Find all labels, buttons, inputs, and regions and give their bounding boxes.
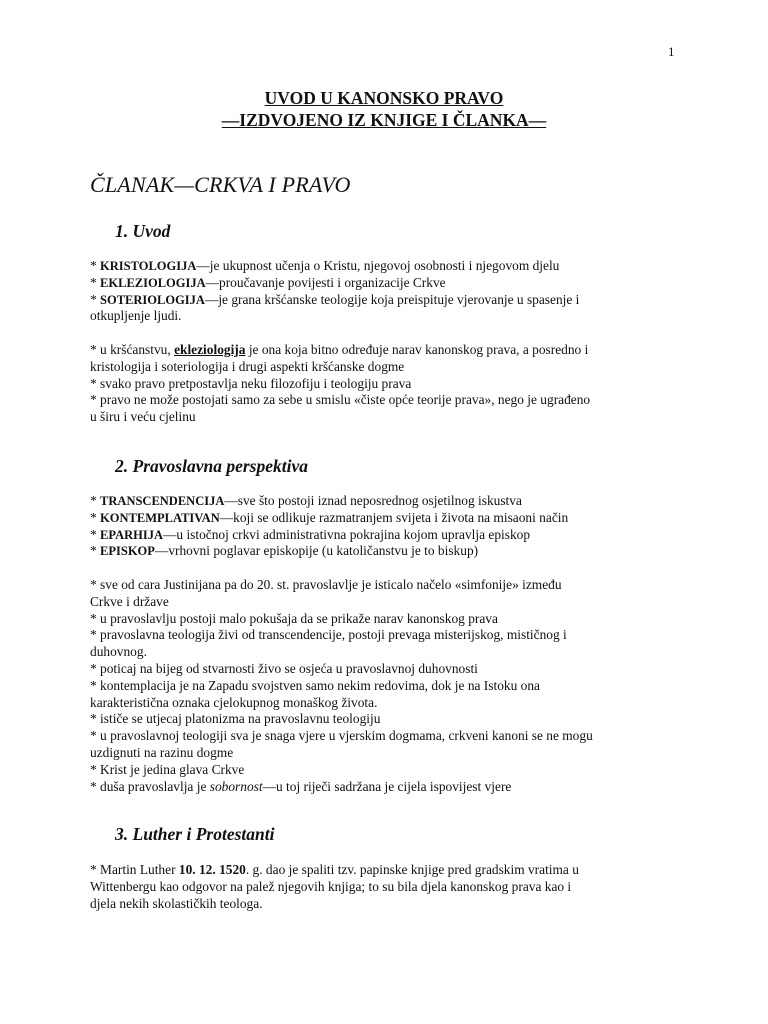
point-dogme-cont: uzdignuti na razinu dogme <box>90 744 234 760</box>
point-teorija-prava: * pravo ne može postojati samo za sebe u smislu «čiste opće teorije prava», nego je ugrađeno <box>90 392 591 408</box>
document-title: UVOD U KANONSKO PRAVO <box>264 88 504 108</box>
point-transcendencija-cont: duhovnog. <box>90 644 147 660</box>
point-luther-cont2: djela nekih skolastičkih teologa. <box>90 895 263 911</box>
point-dogme: * u pravoslavnoj teologiji sva je snaga vjere u vjerskim dogmama, crkveni kanoni se ne mogu <box>90 728 593 744</box>
point-platonizam: * ističe se utjecaj platonizma na pravoslavnu teologiju <box>90 711 381 727</box>
point-teorija-prava-cont: u širu i veću cjelinu <box>90 409 196 425</box>
uvod-definitions <box>90 258 678 325</box>
section-heading-uvod: 1. Uvod <box>115 221 171 241</box>
pravoslavna-points <box>90 577 678 795</box>
section-heading-luther: 3. Luther i Protestanti <box>115 824 275 844</box>
definition-ekleziologija: * EKLEZIOLOGIJA—proučavanje povijesti i organizacije Crkve <box>90 274 446 290</box>
pravoslavna-definitions <box>90 493 678 560</box>
point-kontemplacija: * kontemplacija je na Zapadu svojstven samo nekim redovima, dok je na Istoku ona <box>90 677 540 693</box>
definition-episkop: * EPISKOP—vrhovni poglavar episkopije (u katoličanstvu je to biskup) <box>90 543 479 559</box>
point-transcendencija: * pravoslavna teologija živi od transcendencije, postoji prevaga misterijskog, mističnog i <box>90 627 567 643</box>
point-bijeg: * poticaj na bijeg od stvarnosti živo se osjeća u pravoslavnoj duhovnosti <box>90 660 478 676</box>
article-heading: ČLANAK—CRKVA I PRAVO <box>90 172 351 197</box>
point-luther: * Martin Luther 10. 12. 1520. g. dao je spaliti tzv. papinske knjige pred gradskim vratima u <box>90 862 579 877</box>
luther-points <box>90 862 678 912</box>
document-subtitle: —IZDVOJENO IZ KNJIGE I ČLANKA— <box>221 110 547 130</box>
point-simfonija: * sve od cara Justinijana pa do 20. st. pravoslavlje je isticalo načelo «simfonije» između <box>90 577 562 592</box>
section-heading-pravoslavna: 2. Pravoslavna perspektiva <box>115 456 308 476</box>
point-simfonija-cont: Crkve i države <box>90 593 169 609</box>
definition-kristologija: * KRISTOLOGIJA—je ukupnost učenja o Kristu, njegovoj osobnosti i njegovom djelu <box>90 258 560 273</box>
point-narav-prava: * u pravoslavlju postoji malo pokušaja da se prikaže narav kanonskog prava <box>90 610 498 626</box>
definition-soteriologija-cont: otkupljenje ljudi. <box>90 308 182 324</box>
point-krist: * Krist je jedina glava Crkve <box>90 761 245 777</box>
definition-eparhija: * EPARHIJA—u istočnoj crkvi administrativna pokrajina kojom upravlja episkop <box>90 526 531 542</box>
point-sobornost: * duša pravoslavlja je sobornost—u toj riječi sadržana je cijela ispovijest vjere <box>90 778 512 794</box>
point-filozofija: * svako pravo pretpostavlja neku filozofiju i teologiju prava <box>90 375 412 391</box>
definition-kontemplativan: * KONTEMPLATIVAN—koji se odlikuje razmatranjem svijeta i života na misaoni način <box>90 509 569 525</box>
point-kontemplacija-cont: karakteristična oznaka cjelokupnog monaškog života. <box>90 694 378 710</box>
definition-soteriologija: * SOTERIOLOGIJA—je grana kršćanske teologije koja preispituje vjerovanje u spasenje i <box>90 291 580 307</box>
point-ekleziologija-cont: kristologija i soteriologija i drugi aspekti kršćanske dogme <box>90 358 405 374</box>
point-luther-cont1: Wittenbergu kao odgovor na palež njegovih knjiga; to su bila djela kanonskog prava kao i <box>90 878 572 894</box>
point-ekleziologija: * u kršćanstvu, ekleziologija je ona koja bitno određuje narav kanonskog prava, a posredno i <box>90 342 589 357</box>
definition-transcendencija: * TRANSCENDENCIJA—sve što postoji iznad neposrednog osjetilnog iskustva <box>90 493 522 508</box>
page-number: 1 <box>668 44 675 59</box>
uvod-points <box>90 342 678 426</box>
